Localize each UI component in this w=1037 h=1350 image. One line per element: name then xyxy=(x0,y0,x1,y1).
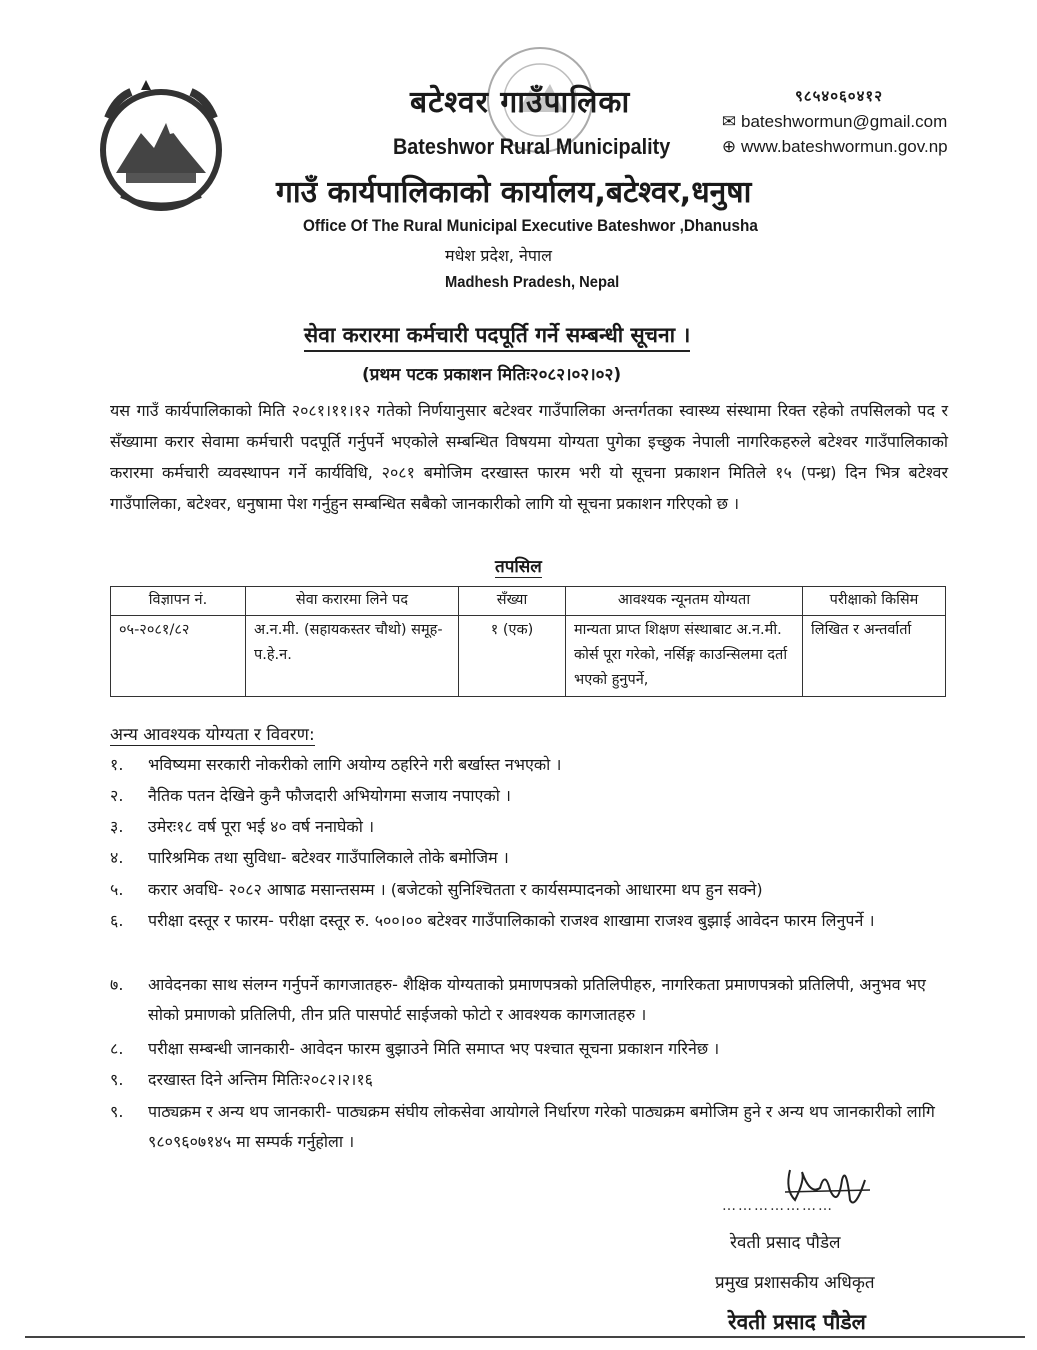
item-number: ५. xyxy=(110,880,124,899)
item-number: १. xyxy=(110,755,124,774)
office-name-np: गाउँ कार्यपालिकाको कार्यालय,बटेश्वर,धनुषा xyxy=(276,175,752,210)
signer-designation: प्रमुख प्रशासकीय अधिकृत xyxy=(715,1273,875,1293)
municipality-name-en: Bateshwor Rural Municipality xyxy=(393,134,671,159)
table-header-row xyxy=(111,587,946,616)
item-number: ३. xyxy=(110,817,124,836)
list-item xyxy=(110,781,948,811)
globe-icon: ⊕ xyxy=(721,137,737,156)
table-row xyxy=(111,616,946,697)
list-item xyxy=(110,843,948,873)
item-number: ९. xyxy=(110,1102,124,1121)
cell-count: १ (एक) xyxy=(459,616,566,697)
item-number: ६. xyxy=(110,911,124,930)
province-en: Madhesh Pradesh, Nepal xyxy=(445,274,620,291)
phone-number: ९८५४०६०४१२ xyxy=(795,87,884,105)
list-item xyxy=(110,750,948,780)
nepal-emblem-icon xyxy=(86,78,236,218)
item-number: २. xyxy=(110,786,124,805)
list-item xyxy=(110,1034,948,1064)
cell-qualification: मान्यता प्राप्त शिक्षण संस्थाबाट अ.न.मी. कोर्स पूरा गरेको, नर्सिङ्ग काउन्सिलमा दर्ता भएको हुनुपर्ने, xyxy=(566,616,803,697)
notice-title: सेवा करारमा कर्मचारी पदपूर्ति गर्ने सम्बन्धी सूचना । xyxy=(304,321,690,352)
publication-date: (प्रथम पटक प्रकाशन मितिः२०८२।०२।०२) xyxy=(362,365,622,385)
website-link[interactable]: www.bateshwormun.gov.np xyxy=(741,137,948,156)
item-text: भविष्यमा सरकारी नोकरीको लागि अयोग्य ठहरिने गरी बर्खास्त नभएको । xyxy=(148,755,562,774)
notice-paragraph: यस गाउँ कार्यपालिकाको मिति २०८१।११।१२ गतेको निर्णयानुसार बटेश्वर गाउँपालिका अन्तर्गतका स्वास्थ्य संस्थामा रिक्त रहेको तपसिलको पद र सँख्यामा करार सेवामा कर्मचारी पदपूर्ति गर्नुपर्ने भएकोले सम्बन्धित विषयमा योग्यता पुगेका इच्छुक नेपाली नागरिकहरुले बटेश्वर गाउँपालिकाको करारमा कर्मचारी व्यवस्थापन गर्ने कार्यविधि, २०८१ बमोजिम दरखास्त फारम भरी यो सूचना प्रकाशन मितिले १५ (पन्ध्र) दिन भित्र बटेश्वर गाउँपालिका, बटेश्वर, धनुषामा पेश गर्नुहुन सम्बन्धित सबैको जानकारीको लागि यो सूचना प्रकाशन गरिएको छ । xyxy=(110,401,948,513)
item-text: दरखास्त दिने अन्तिम मितिः२०८२।२।१६ xyxy=(148,1070,373,1089)
item-text: करार अवधि- २०८२ आषाढ मसान्तसम्म । (बजेटको सुनिश्चितता र कार्यसम्पादनको आधारमा थप हुन सक्ने) xyxy=(148,880,763,899)
list-item xyxy=(110,1065,948,1095)
col-header-post: सेवा करारमा लिने पद xyxy=(246,587,459,616)
email-address[interactable]: bateshwormun@gmail.com xyxy=(741,112,948,131)
col-header-qualification: आवश्यक न्यूनतम योग्यता xyxy=(566,587,803,616)
col-header-exam: परीक्षाको किसिम xyxy=(803,587,946,616)
item-text: पारिश्रमिक तथा सुविधा- बटेश्वर गाउँपालिकाले तोके बमोजिम । xyxy=(148,848,509,867)
signer-name: रेवती प्रसाद पौडेल xyxy=(730,1233,841,1253)
col-header-ad-no: विज्ञापन नं. xyxy=(111,587,246,616)
item-number: ८. xyxy=(110,1039,124,1058)
item-text: परीक्षा दस्तूर र फारम- परीक्षा दस्तूर रु. ५००।०० बटेश्वर गाउँपालिकाको राजश्व शाखामा राजश्व बुझाई आवेदन फारम लिनुपर्ने । xyxy=(148,911,875,930)
list-item xyxy=(110,906,948,936)
province-np: मधेश प्रदेश, नेपाल xyxy=(445,246,552,265)
list-item xyxy=(110,812,948,842)
list-item xyxy=(110,875,948,905)
list-item xyxy=(110,1097,948,1157)
item-number: ९. xyxy=(110,1070,124,1089)
cell-post: अ.न.मी. (सहायकस्तर चौथो) समूह-प.हे.न. xyxy=(246,616,459,697)
item-text: उमेरः१८ वर्ष पूरा भई ४० वर्ष ननाघेको । xyxy=(148,817,375,836)
name-stamp: रेवती प्रसाद पौडेल xyxy=(728,1310,866,1334)
cell-exam: लिखित र अन्तर्वार्ता xyxy=(803,616,946,697)
mail-icon: ✉ xyxy=(721,112,737,131)
municipality-name-np: बटेश्वर गाउँपालिका xyxy=(410,85,631,120)
signature-line: ………………… xyxy=(722,1198,834,1214)
vacancy-table xyxy=(110,586,946,697)
item-number: ७. xyxy=(110,975,124,994)
item-number: ४. xyxy=(110,848,124,867)
item-text: पाठ्यक्रम र अन्य थप जानकारी- पाठ्यक्रम संघीय लोकसेवा आयोगले निर्धारण गरेको पाठ्यक्रम बमोजिम हुने र अन्य थप जानकारीको लागि ९८०९६०७१४५ मा सम्पर्क गर्नुहोला । xyxy=(148,1102,935,1151)
item-text: आवेदनका साथ संलग्न गर्नुपर्ने कागजातहरु- शैक्षिक योग्यताको प्रमाणपत्रको प्रतिलिपीहरु, नागरिकता प्रमाणपत्रको प्रतिलिपी, अनुभव भए सोको प्रमाणको प्रतिलिपी, तीन प्रति पासपोर्ट साईजको फोटो र आवश्यक कागजातहरु । xyxy=(148,975,926,1024)
website-row[interactable] xyxy=(720,137,948,157)
cell-ad-no: ०५-२०८१/८२ xyxy=(111,616,246,697)
list-item xyxy=(110,970,948,1030)
item-text: परीक्षा सम्बन्धी जानकारी- आवेदन फारम बुझाउने मिति समाप्त भए पश्चात सूचना प्रकाशन गरिनेछ । xyxy=(148,1039,720,1058)
table-caption: तपसिल xyxy=(495,554,542,578)
item-text: नैतिक पतन देखिने कुनै फौजदारी अभियोगमा सजाय नपाएको । xyxy=(148,786,511,805)
office-name-en: Office Of The Rural Municipal Executive Bateshwor ,Dhanusha xyxy=(303,216,758,235)
page-bottom-rule xyxy=(25,1336,1025,1338)
email-row[interactable] xyxy=(720,112,947,132)
requirements-heading: अन्य आवश्यक योग्यता र विवरण: xyxy=(110,722,315,746)
col-header-count: सँख्या xyxy=(459,587,566,616)
